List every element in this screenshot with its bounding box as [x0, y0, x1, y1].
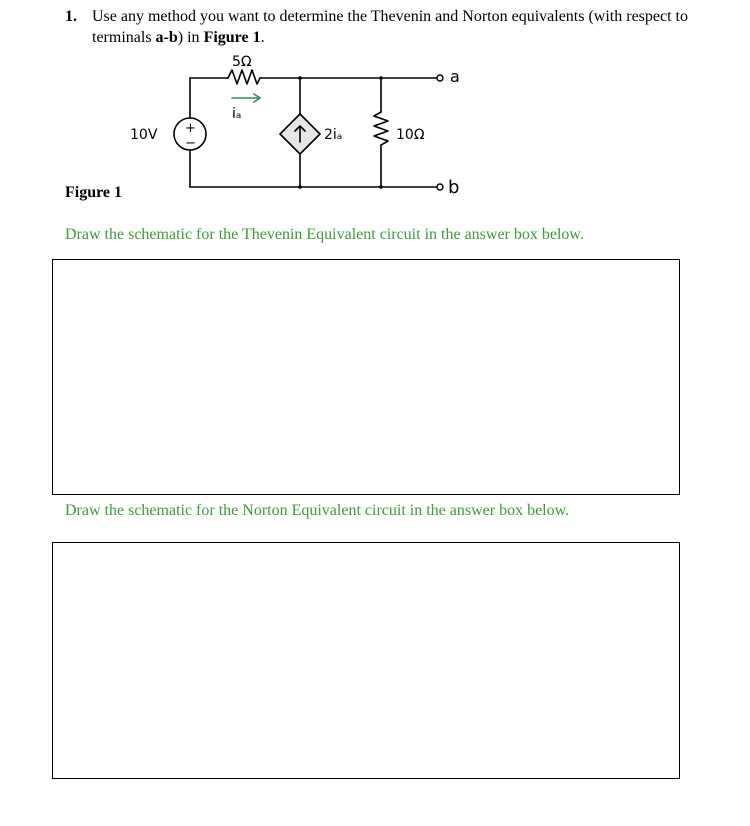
question-text-part1: Use any method you want to determine the Thevenin and Norton equivalents (with respect to terminals	[92, 8, 688, 46]
label-10-ohm: 10Ω	[396, 127, 425, 143]
label-5-ohm: 5Ω	[232, 54, 252, 70]
label-terminal-a: a	[450, 67, 460, 86]
figure-caption: Figure 1	[65, 184, 123, 201]
label-terminal-b: b	[448, 177, 460, 198]
junction-top-dep	[298, 76, 302, 80]
junction-top-10	[379, 76, 383, 80]
terminal-b-node	[437, 184, 443, 190]
label-plus: +	[185, 121, 196, 136]
label-dependent-source: 2iₐ	[324, 127, 343, 143]
label-minus: −	[185, 136, 196, 151]
question-text-part3: .	[260, 29, 265, 46]
norton-answer-box[interactable]	[52, 542, 680, 779]
question-number: 1.	[65, 8, 77, 25]
resistor-5-ohm	[228, 70, 260, 84]
thevenin-answer-box[interactable]	[52, 259, 680, 495]
junction-bottom-10	[379, 185, 383, 189]
terminal-a-node	[437, 75, 443, 81]
label-10v: 10V	[130, 127, 158, 143]
terminals-label: a-b	[155, 29, 178, 46]
circuit-diagram	[120, 54, 480, 204]
figure-reference: Figure 1	[203, 29, 261, 46]
norton-instruction: Draw the schematic for the Norton Equivalent circuit in the answer box below.	[65, 502, 570, 519]
label-current-ia: iₐ	[232, 106, 242, 122]
question-body	[92, 6, 725, 48]
resistor-10-ohm	[374, 112, 388, 145]
thevenin-instruction: Draw the schematic for the Thevenin Equivalent circuit in the answer box below.	[65, 226, 584, 243]
question-text-part2: ) in	[177, 29, 204, 46]
junction-bottom-dep	[298, 185, 302, 189]
circuit-figure	[120, 54, 480, 204]
question-text	[65, 6, 725, 48]
